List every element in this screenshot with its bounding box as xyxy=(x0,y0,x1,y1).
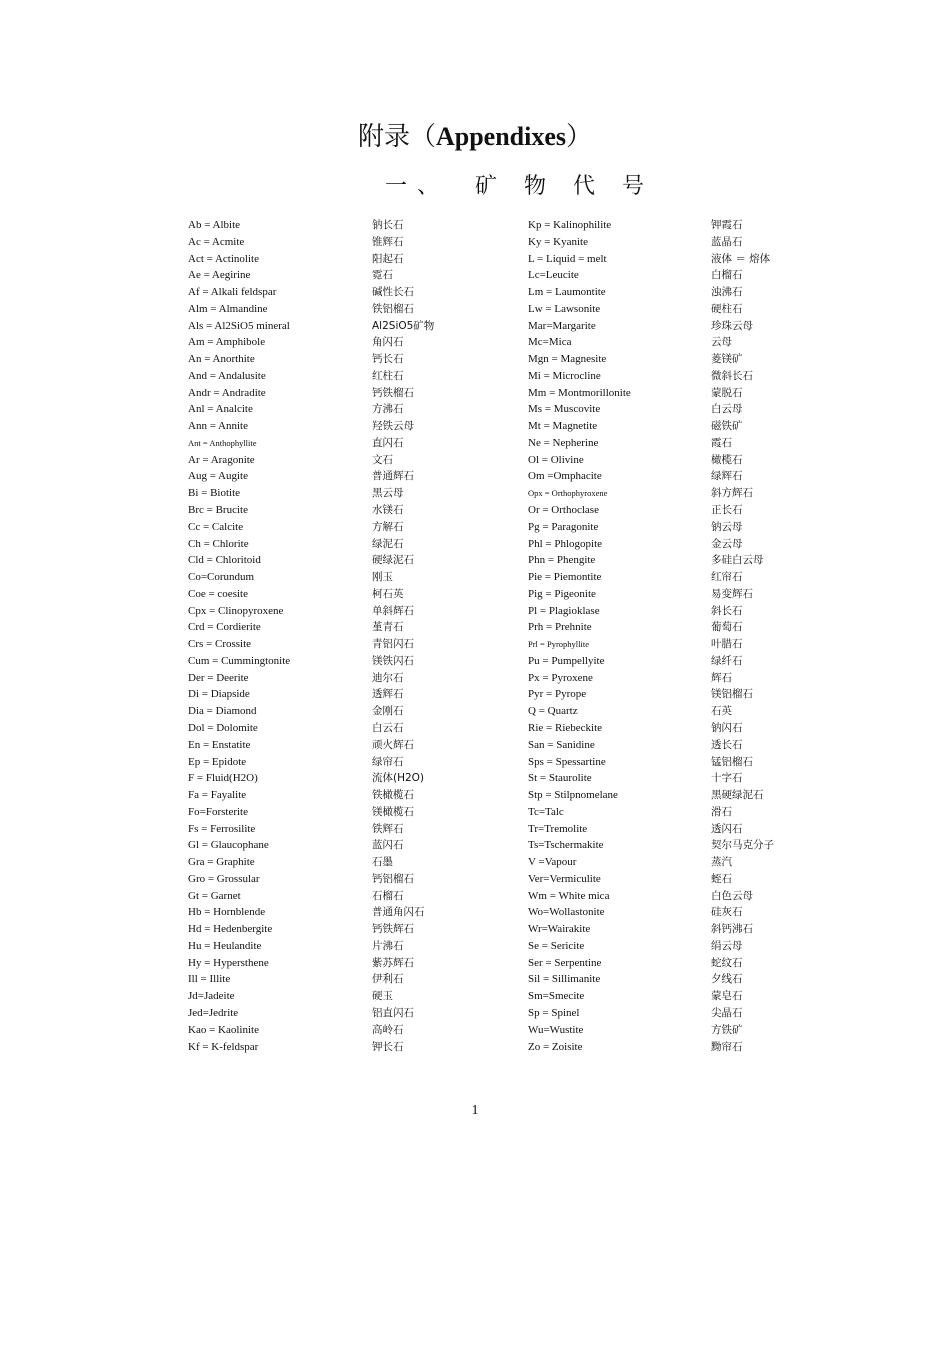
chinese-name-right: 契尔马克分子 xyxy=(711,839,774,852)
chinese-name-left: 石榴石 xyxy=(372,889,404,902)
chinese-name-left: 方沸石 xyxy=(372,403,404,416)
abbreviation-right: Ver=Vermiculite xyxy=(528,872,601,885)
chinese-name-left: 单斜辉石 xyxy=(372,604,414,617)
abbreviation-right: San = Sanidine xyxy=(528,738,595,751)
abbreviation-right: Zo = Zoisite xyxy=(528,1040,583,1053)
chinese-name-right: 硬柱石 xyxy=(711,302,743,315)
abbreviation-left: Andr = Andradite xyxy=(188,386,266,399)
abbreviation-right: Ol = Olivine xyxy=(528,453,584,466)
table-row xyxy=(188,871,788,888)
table-row xyxy=(188,418,788,435)
page-number: 1 xyxy=(471,1103,479,1118)
chinese-name-right: 珍珠云母 xyxy=(711,319,753,332)
chinese-name-right: 钾霞石 xyxy=(711,219,743,231)
abbreviation-left: Ac = Acmite xyxy=(188,235,245,248)
abbreviation-left: Ep = Epidote xyxy=(188,755,247,768)
chinese-name-right: 斜长石 xyxy=(711,604,743,617)
section-number: 一、 xyxy=(385,174,450,199)
chinese-name-left: 阳起石 xyxy=(372,252,404,265)
chinese-name-right: 透长石 xyxy=(711,738,743,751)
abbreviation-left: Ch = Chlorite xyxy=(188,537,249,550)
abbreviation-right: L = Liquid = melt xyxy=(528,252,607,265)
abbreviation-left: Coe = coesite xyxy=(188,587,248,600)
table-row xyxy=(188,1022,788,1039)
abbreviation-right: Lc=Leucite xyxy=(528,269,579,282)
abbreviation-left: Der = Deerite xyxy=(188,671,249,684)
table-row xyxy=(188,234,788,251)
page-title xyxy=(0,116,950,153)
chinese-name-right: 白榴石 xyxy=(711,269,743,282)
table-row xyxy=(188,519,788,536)
chinese-name-left: 石墨 xyxy=(372,856,393,869)
abbreviation-left: Brc = Brucite xyxy=(188,504,248,517)
chinese-name-left: 伊利石 xyxy=(372,973,404,986)
chinese-name-left: 羟铁云母 xyxy=(372,420,414,433)
chinese-name-left: 红柱石 xyxy=(372,369,404,382)
mineral-abbreviation-table xyxy=(188,217,788,1055)
table-row xyxy=(188,603,788,620)
abbreviation-left: Hy = Hypersthene xyxy=(188,956,269,969)
chinese-name-left: 流体(H2O) xyxy=(372,772,425,785)
table-row xyxy=(188,619,788,636)
chinese-name-right: 十字石 xyxy=(711,772,743,785)
table-row xyxy=(188,955,788,972)
chinese-name-left: 柯石英 xyxy=(372,587,404,600)
chinese-name-right: 斜钙沸石 xyxy=(711,923,753,936)
table-row xyxy=(188,720,788,737)
abbreviation-right: Opx = Orthophyroxene xyxy=(528,488,608,499)
abbreviation-left: An = Anorthite xyxy=(188,353,255,366)
table-row xyxy=(188,267,788,284)
chinese-name-left: 顽火辉石 xyxy=(372,738,414,751)
abbreviation-right: Mar=Margarite xyxy=(528,319,596,332)
chinese-name-right: 石英 xyxy=(711,705,732,718)
table-row xyxy=(188,468,788,485)
chinese-name-right: 斜方辉石 xyxy=(711,487,753,500)
chinese-name-right: 蒙皂石 xyxy=(711,990,743,1003)
chinese-name-left: 水镁石 xyxy=(372,504,404,517)
table-row xyxy=(188,401,788,418)
chinese-name-left: 普通角闪石 xyxy=(372,906,425,919)
abbreviation-right: Se = Sericite xyxy=(528,939,585,952)
abbreviation-left: F = Fluid(H2O) xyxy=(188,772,258,785)
chinese-name-left: 方解石 xyxy=(372,520,404,533)
chinese-name-right: 易变辉石 xyxy=(711,587,753,600)
chinese-name-right: 蛇纹石 xyxy=(711,956,743,969)
chinese-name-right: 菱镁矿 xyxy=(711,353,743,366)
table-row xyxy=(188,301,788,318)
table-row xyxy=(188,737,788,754)
chinese-name-right: 锰铝榴石 xyxy=(711,755,753,768)
abbreviation-left: Dol = Dolomite xyxy=(188,721,258,734)
chinese-name-left: 紫苏辉石 xyxy=(372,956,414,969)
table-row xyxy=(188,971,788,988)
chinese-name-left: 堇青石 xyxy=(372,621,404,634)
abbreviation-right: Mgn = Magnesite xyxy=(528,353,607,366)
chinese-name-right: 辉石 xyxy=(711,671,732,684)
table-row xyxy=(188,284,788,301)
chinese-name-right: 硅灰石 xyxy=(711,906,743,919)
table-row xyxy=(188,938,788,955)
chinese-name-right: 钠云母 xyxy=(711,520,743,533)
chinese-name-right: 绿纤石 xyxy=(711,654,743,667)
chinese-name-left: 白云石 xyxy=(372,721,404,734)
abbreviation-left: Co=Corundum xyxy=(188,571,255,584)
abbreviation-left: Crs = Crossite xyxy=(188,638,252,651)
chinese-name-left: 碱性长石 xyxy=(372,286,414,299)
chinese-name-left: 铁辉石 xyxy=(372,822,404,835)
section-heading-text: 矿 物 代 号 xyxy=(475,174,654,199)
chinese-name-right: 尖晶石 xyxy=(711,1006,743,1019)
chinese-name-right: 正长石 xyxy=(711,504,743,517)
abbreviation-left: Cld = Chloritoid xyxy=(188,554,261,567)
chinese-name-right: 白色云母 xyxy=(711,889,753,902)
table-row xyxy=(188,653,788,670)
abbreviation-right: Ts=Tschermakite xyxy=(528,839,604,852)
chinese-name-right: 黝帘石 xyxy=(711,1040,743,1053)
abbreviation-right: Mt = Magnetite xyxy=(528,420,598,433)
abbreviation-left: Ab = Albite xyxy=(188,219,241,231)
chinese-name-right: 液体 ＝ 熔体 xyxy=(711,252,771,265)
abbreviation-right: Pg = Paragonite xyxy=(528,520,599,533)
chinese-name-right: 金云母 xyxy=(711,537,743,550)
abbreviation-right: Tr=Tremolite xyxy=(528,822,588,835)
table-row xyxy=(188,1005,788,1022)
table-row xyxy=(188,804,788,821)
table-row xyxy=(188,770,788,787)
abbreviation-left: Cum = Cummingtonite xyxy=(188,654,291,667)
table-row xyxy=(188,552,788,569)
abbreviation-left: Hd = Hedenbergite xyxy=(188,923,273,936)
chinese-name-right: 浊沸石 xyxy=(711,286,743,299)
abbreviation-right: Prl = Pyrophyllite xyxy=(528,639,589,650)
abbreviation-left: Hb = Hornblende xyxy=(188,906,266,919)
abbreviation-right: Or = Orthoclase xyxy=(528,504,599,517)
title-en: Appendixes xyxy=(435,122,567,151)
chinese-name-left: 绿泥石 xyxy=(372,537,404,550)
abbreviation-right: Sps = Spessartine xyxy=(528,755,606,768)
abbreviation-right: Wu=Wustite xyxy=(528,1023,584,1036)
table-row xyxy=(188,368,788,385)
abbreviation-right: Sil = Sillimanite xyxy=(528,973,601,986)
abbreviation-left: En = Enstatite xyxy=(188,738,251,751)
abbreviation-left: Alm = Almandine xyxy=(188,302,268,315)
abbreviation-right: Ne = Nepherine xyxy=(528,436,599,449)
abbreviation-left: Ae = Aegirine xyxy=(188,269,251,282)
abbreviation-right: Lw = Lawsonite xyxy=(528,302,601,315)
abbreviation-left: Fs = Ferrosilite xyxy=(188,822,256,835)
abbreviation-right: Wm = White mica xyxy=(528,889,610,902)
abbreviation-right: Pie = Piemontite xyxy=(528,571,602,584)
abbreviation-right: Mm = Montmorillonite xyxy=(528,386,631,399)
abbreviation-right: Stp = Stilpnomelane xyxy=(528,789,618,802)
table-row xyxy=(188,586,788,603)
chinese-name-left: 锥辉石 xyxy=(372,235,404,248)
abbreviation-left: Cc = Calcite xyxy=(188,520,244,533)
chinese-name-left: 迪尔石 xyxy=(372,671,404,684)
abbreviation-left: Jed=Jedrite xyxy=(188,1006,239,1019)
abbreviation-right: Tc=Talc xyxy=(528,805,564,818)
chinese-name-left: 硬绿泥石 xyxy=(372,554,414,567)
chinese-name-right: 钠闪石 xyxy=(711,721,743,734)
chinese-name-right: 方铁矿 xyxy=(711,1023,743,1036)
abbreviation-right: Ms = Muscovite xyxy=(528,403,601,416)
chinese-name-right: 红帘石 xyxy=(711,571,743,584)
chinese-name-left: 蓝闪石 xyxy=(372,839,404,852)
abbreviation-left: Jd=Jadeite xyxy=(188,990,235,1003)
abbreviation-left: Gt = Garnet xyxy=(188,889,241,902)
abbreviation-right: Phn = Phengite xyxy=(528,554,596,567)
table-row xyxy=(188,435,788,452)
abbreviation-left: Af = Alkali feldspar xyxy=(188,286,277,299)
abbreviation-right: Sp = Spinel xyxy=(528,1006,580,1019)
abbreviation-right: Prh = Prehnite xyxy=(528,621,592,634)
abbreviation-right: Rie = Riebeckite xyxy=(528,721,603,734)
abbreviation-left: Hu = Heulandite xyxy=(188,939,262,952)
table-row xyxy=(188,921,788,938)
abbreviation-left: And = Andalusite xyxy=(188,369,266,382)
table-row xyxy=(188,686,788,703)
abbreviation-left: Als = Al2SiO5 mineral xyxy=(188,319,290,332)
table-row xyxy=(188,988,788,1005)
chinese-name-left: 青铝闪石 xyxy=(372,638,414,651)
abbreviation-right: Lm = Laumontite xyxy=(528,286,606,299)
table-row xyxy=(188,904,788,921)
table-row xyxy=(188,703,788,720)
abbreviation-left: Am = Amphibole xyxy=(188,336,266,349)
table-row xyxy=(188,351,788,368)
chinese-name-right: 蓝晶石 xyxy=(711,235,743,248)
abbreviation-right: Ser = Serpentine xyxy=(528,956,602,969)
chinese-name-left: 钾长石 xyxy=(372,1040,404,1053)
chinese-name-right: 葡萄石 xyxy=(711,621,743,634)
chinese-name-left: 钙铁榴石 xyxy=(372,386,414,399)
abbreviation-right: Kp = Kalinophilite xyxy=(528,219,612,231)
chinese-name-right: 云母 xyxy=(711,336,732,349)
abbreviation-left: Kf = K-feldspar xyxy=(188,1040,259,1053)
chinese-name-left: 霓石 xyxy=(372,269,393,282)
abbreviation-right: Om =Omphacite xyxy=(528,470,602,483)
table-row xyxy=(188,754,788,771)
chinese-name-left: 镁铁闪石 xyxy=(372,654,414,667)
abbreviation-right: Ky = Kyanite xyxy=(528,235,588,248)
chinese-name-right: 夕线石 xyxy=(711,973,743,986)
abbreviation-right: Mi = Microcline xyxy=(528,369,601,382)
chinese-name-right: 橄榄石 xyxy=(711,453,743,466)
table-row xyxy=(188,821,788,838)
table-row xyxy=(188,888,788,905)
chinese-name-left: 硬玉 xyxy=(372,990,393,1003)
abbreviation-left: Kao = Kaolinite xyxy=(188,1023,259,1036)
chinese-name-right: 绿辉石 xyxy=(711,470,743,483)
chinese-name-right: 黑硬绿泥石 xyxy=(711,789,764,802)
chinese-name-left: 透辉石 xyxy=(372,688,404,701)
chinese-name-right: 蒙脱石 xyxy=(711,386,743,399)
chinese-name-left: 钙铁辉石 xyxy=(372,923,414,936)
chinese-name-right: 绢云母 xyxy=(711,939,743,952)
abbreviation-right: V =Vapour xyxy=(528,856,577,869)
abbreviation-right: Pig = Pigeonite xyxy=(528,587,596,600)
abbreviation-right: Wr=Wairakite xyxy=(528,923,591,936)
chinese-name-left: 钙长石 xyxy=(372,353,404,366)
chinese-name-right: 磁铁矿 xyxy=(711,420,743,433)
table-row xyxy=(188,787,788,804)
table-row xyxy=(188,385,788,402)
chinese-name-left: 刚玉 xyxy=(372,571,393,584)
table-row xyxy=(188,536,788,553)
chinese-name-left: 文石 xyxy=(372,453,393,466)
abbreviation-left: Fo=Forsterite xyxy=(188,805,248,818)
table-row xyxy=(188,502,788,519)
title-close: ） xyxy=(566,122,593,152)
abbreviation-left: Fa = Fayalite xyxy=(188,789,247,802)
abbreviation-left: Di = Diapside xyxy=(188,688,250,701)
abbreviation-left: Anl = Analcite xyxy=(188,403,253,416)
abbreviation-left: Gl = Glaucophane xyxy=(188,839,269,852)
chinese-name-left: 金刚石 xyxy=(372,705,404,718)
chinese-name-right: 微斜长石 xyxy=(711,369,753,382)
table-row xyxy=(188,837,788,854)
chinese-name-right: 镁铝榴石 xyxy=(711,688,753,701)
chinese-name-left: 钠长石 xyxy=(372,219,404,231)
chinese-name-left: 钙铝榴石 xyxy=(372,872,414,885)
table-row xyxy=(188,854,788,871)
abbreviation-right: Sm=Smecite xyxy=(528,990,585,1003)
section-heading xyxy=(385,169,654,200)
abbreviation-left: Ann = Annite xyxy=(188,420,248,433)
title-cn: 附录（ xyxy=(357,122,436,152)
abbreviation-right: St = Staurolite xyxy=(528,772,592,785)
table-row xyxy=(188,452,788,469)
chinese-name-left: 镁橄榄石 xyxy=(372,805,414,818)
chinese-name-left: 铁铝榴石 xyxy=(372,302,414,315)
chinese-name-left: Al2SiO5矿物 xyxy=(372,319,435,332)
table-row xyxy=(188,485,788,502)
abbreviation-left: Cpx = Clinopyroxene xyxy=(188,604,284,617)
abbreviation-right: Pu = Pumpellyite xyxy=(528,654,605,667)
abbreviation-right: Phl = Phlogopite xyxy=(528,537,603,550)
abbreviation-right: Pl = Plagioklase xyxy=(528,604,600,617)
abbreviation-left: Act = Actinolite xyxy=(188,252,259,265)
abbreviation-right: Mc=Mica xyxy=(528,336,572,349)
abbreviation-left: Ar = Aragonite xyxy=(188,453,255,466)
abbreviation-left: Gra = Graphite xyxy=(188,856,255,869)
chinese-name-right: 蒸汽 xyxy=(711,856,732,869)
chinese-name-right: 叶腊石 xyxy=(711,638,743,651)
table-row xyxy=(188,569,788,586)
abbreviation-right: Pyr = Pyrope xyxy=(528,688,587,701)
chinese-name-left: 角闪石 xyxy=(372,336,404,349)
chinese-name-right: 透闪石 xyxy=(711,822,743,835)
chinese-name-right: 蛭石 xyxy=(711,872,732,885)
abbreviation-right: Px = Pyroxene xyxy=(528,671,593,684)
abbreviation-left: Dia = Diamond xyxy=(188,705,257,718)
chinese-name-left: 直闪石 xyxy=(372,436,404,449)
chinese-name-left: 片沸石 xyxy=(372,939,404,952)
abbreviation-left: Ant = Anthophyllite xyxy=(188,437,257,448)
chinese-name-left: 普通辉石 xyxy=(372,470,414,483)
chinese-name-left: 绿帘石 xyxy=(372,755,404,768)
table-row xyxy=(188,670,788,687)
table-row xyxy=(188,251,788,268)
abbreviation-left: Aug = Augite xyxy=(188,470,248,483)
table-row xyxy=(188,334,788,351)
chinese-name-left: 高岭石 xyxy=(372,1023,404,1036)
abbreviation-left: Gro = Grossular xyxy=(188,872,260,885)
abbreviation-right: Q = Quartz xyxy=(528,705,578,718)
chinese-name-right: 多硅白云母 xyxy=(711,554,764,567)
chinese-name-left: 铝直闪石 xyxy=(372,1006,414,1019)
table-row xyxy=(188,1039,788,1056)
chinese-name-left: 铁橄榄石 xyxy=(372,789,414,802)
table-row xyxy=(188,217,788,234)
abbreviation-left: Crd = Cordierite xyxy=(188,621,261,634)
table-row xyxy=(188,636,788,653)
chinese-name-right: 白云母 xyxy=(711,403,743,416)
abbreviation-left: Ill = Illite xyxy=(188,973,231,986)
table-row xyxy=(188,318,788,335)
chinese-name-left: 黑云母 xyxy=(372,487,404,500)
abbreviation-right: Wo=Wollastonite xyxy=(528,906,605,919)
chinese-name-right: 滑石 xyxy=(711,805,732,818)
abbreviation-left: Bi = Biotite xyxy=(188,487,241,500)
chinese-name-right: 霞石 xyxy=(711,436,732,449)
